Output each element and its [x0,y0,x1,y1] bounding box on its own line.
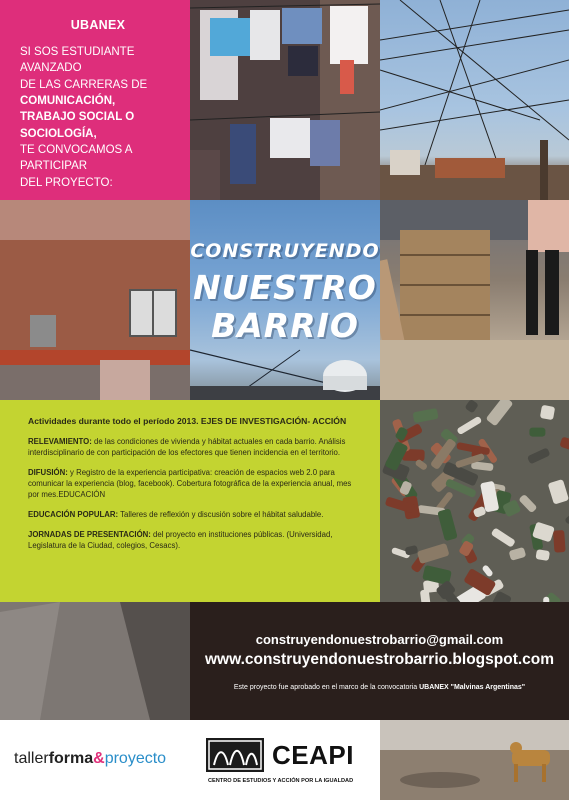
brick-houses-photo [0,200,190,400]
approval-note-program: UBANEX "Malvinas Argentinas" [419,684,526,691]
bottle-shape [535,549,550,561]
plastic-bottles-photo [380,400,569,602]
org-name: UBANEX [70,18,126,32]
bottle-shape [559,436,569,450]
logo-word-proyecto: proyecto [104,750,167,767]
project-title-panel [190,200,380,400]
activity-label: JORNADAS DE PRESENTACIÓN: [28,530,151,540]
activity-label: RELEVAMIENTO: [28,437,92,446]
ceapi-name: CEAPI [272,740,354,770]
activity-label: EDUCACIÓN POPULAR: [28,510,119,520]
bottle-shape [491,527,516,547]
bottle-shape [527,447,551,464]
bottle-shape [548,479,569,505]
activity-item [28,509,358,520]
power-lines-photo [380,0,569,200]
bottle-shape [540,405,555,420]
wooden-shack-photo [380,200,569,400]
concrete-wall-photo [0,602,190,720]
logo-word-forma: forma [48,750,94,767]
activities-heading: Actividades durante todo el período 2013. EJES DE INVESTIGACIÓN- ACCIÓN [28,416,347,426]
activity-label: DIFUSIÓN: [28,468,68,478]
blog-url[interactable]: www.construyendonuestrobarrio.blogspot.com [204,651,555,668]
bottle-shape [412,408,438,423]
activity-item [28,467,358,500]
bottle-shape [518,494,537,513]
activity-item [28,529,358,551]
laundry-photo [190,0,380,200]
bottle-shape [509,547,527,561]
career-label: TRABAJO SOCIAL O [20,111,135,124]
bottle-shape [529,428,545,437]
activities-panel [0,400,380,602]
call-line: DEL PROYECTO: [20,176,113,189]
call-line: SI SOS ESTUDIANTE AVANZADO [20,46,135,75]
tallerforma-logo [14,750,166,768]
call-to-students-panel [0,0,190,200]
ceapi-emblem-icon [206,738,264,772]
bottle-shape [417,543,450,564]
bottle-shape [464,400,478,414]
bottle-shape [564,506,569,525]
bottle-shape [553,530,566,553]
call-line: DE LAS CARRERAS DE [20,78,148,91]
title-line-1: CONSTRUYENDO [190,240,380,262]
approval-note [190,684,569,691]
sponsors-footer [0,720,380,800]
call-text [20,44,176,191]
activity-text: de las condiciones de vivienda y hábitat actuales en cada barrio. Análisis interdisciplinario de con participación de los efectores que tienen incidencia en el territorio. [28,437,346,458]
bottle-shape [405,545,419,556]
bottle-shape [486,400,514,426]
activity-text: del proyecto en instituciones públicas. (Universidad, Legislatura de la Ciudad, colegios, Cesacs). [28,530,333,551]
approval-note-text: Este proyecto fue aprobado en el marco de la convocatoria [233,684,420,691]
bottle-shape [437,508,458,541]
bottle-shape [456,416,482,435]
title-line-3: BARRIO [211,306,359,345]
activity-text: y Registro de la experiencia participativa: creación de espacios web 2.0 para comunicar la experiencia (blog, facebook). Cobertura fotográfica de la experiencia anual, mes por mes.EDUCACIÓN [28,468,352,500]
career-label: SOCIOLOGÍA, [20,127,97,140]
call-line: TE CONVOCAMOS A PARTICIPAR [20,143,132,173]
career-label: COMUNICACIÓN, [20,94,116,107]
logo-word-taller: taller [14,750,49,767]
dirt-road-dog-photo [380,720,569,800]
ceapi-logo [206,736,376,796]
contact-email[interactable]: construyendonuestrobarrio@gmail.com [255,632,504,647]
ceapi-subtitle: CENTRO DE ESTUDIOS Y ACCIÓN POR LA IGUALDAD [208,778,354,784]
logo-ampersand: & [93,750,105,767]
activity-text: Talleres de reflexión y discusión sobre el hábitat saludable. [118,510,324,520]
title-line-2: NUESTRO [193,268,377,307]
activity-item [28,436,358,458]
contact-panel [190,602,569,720]
